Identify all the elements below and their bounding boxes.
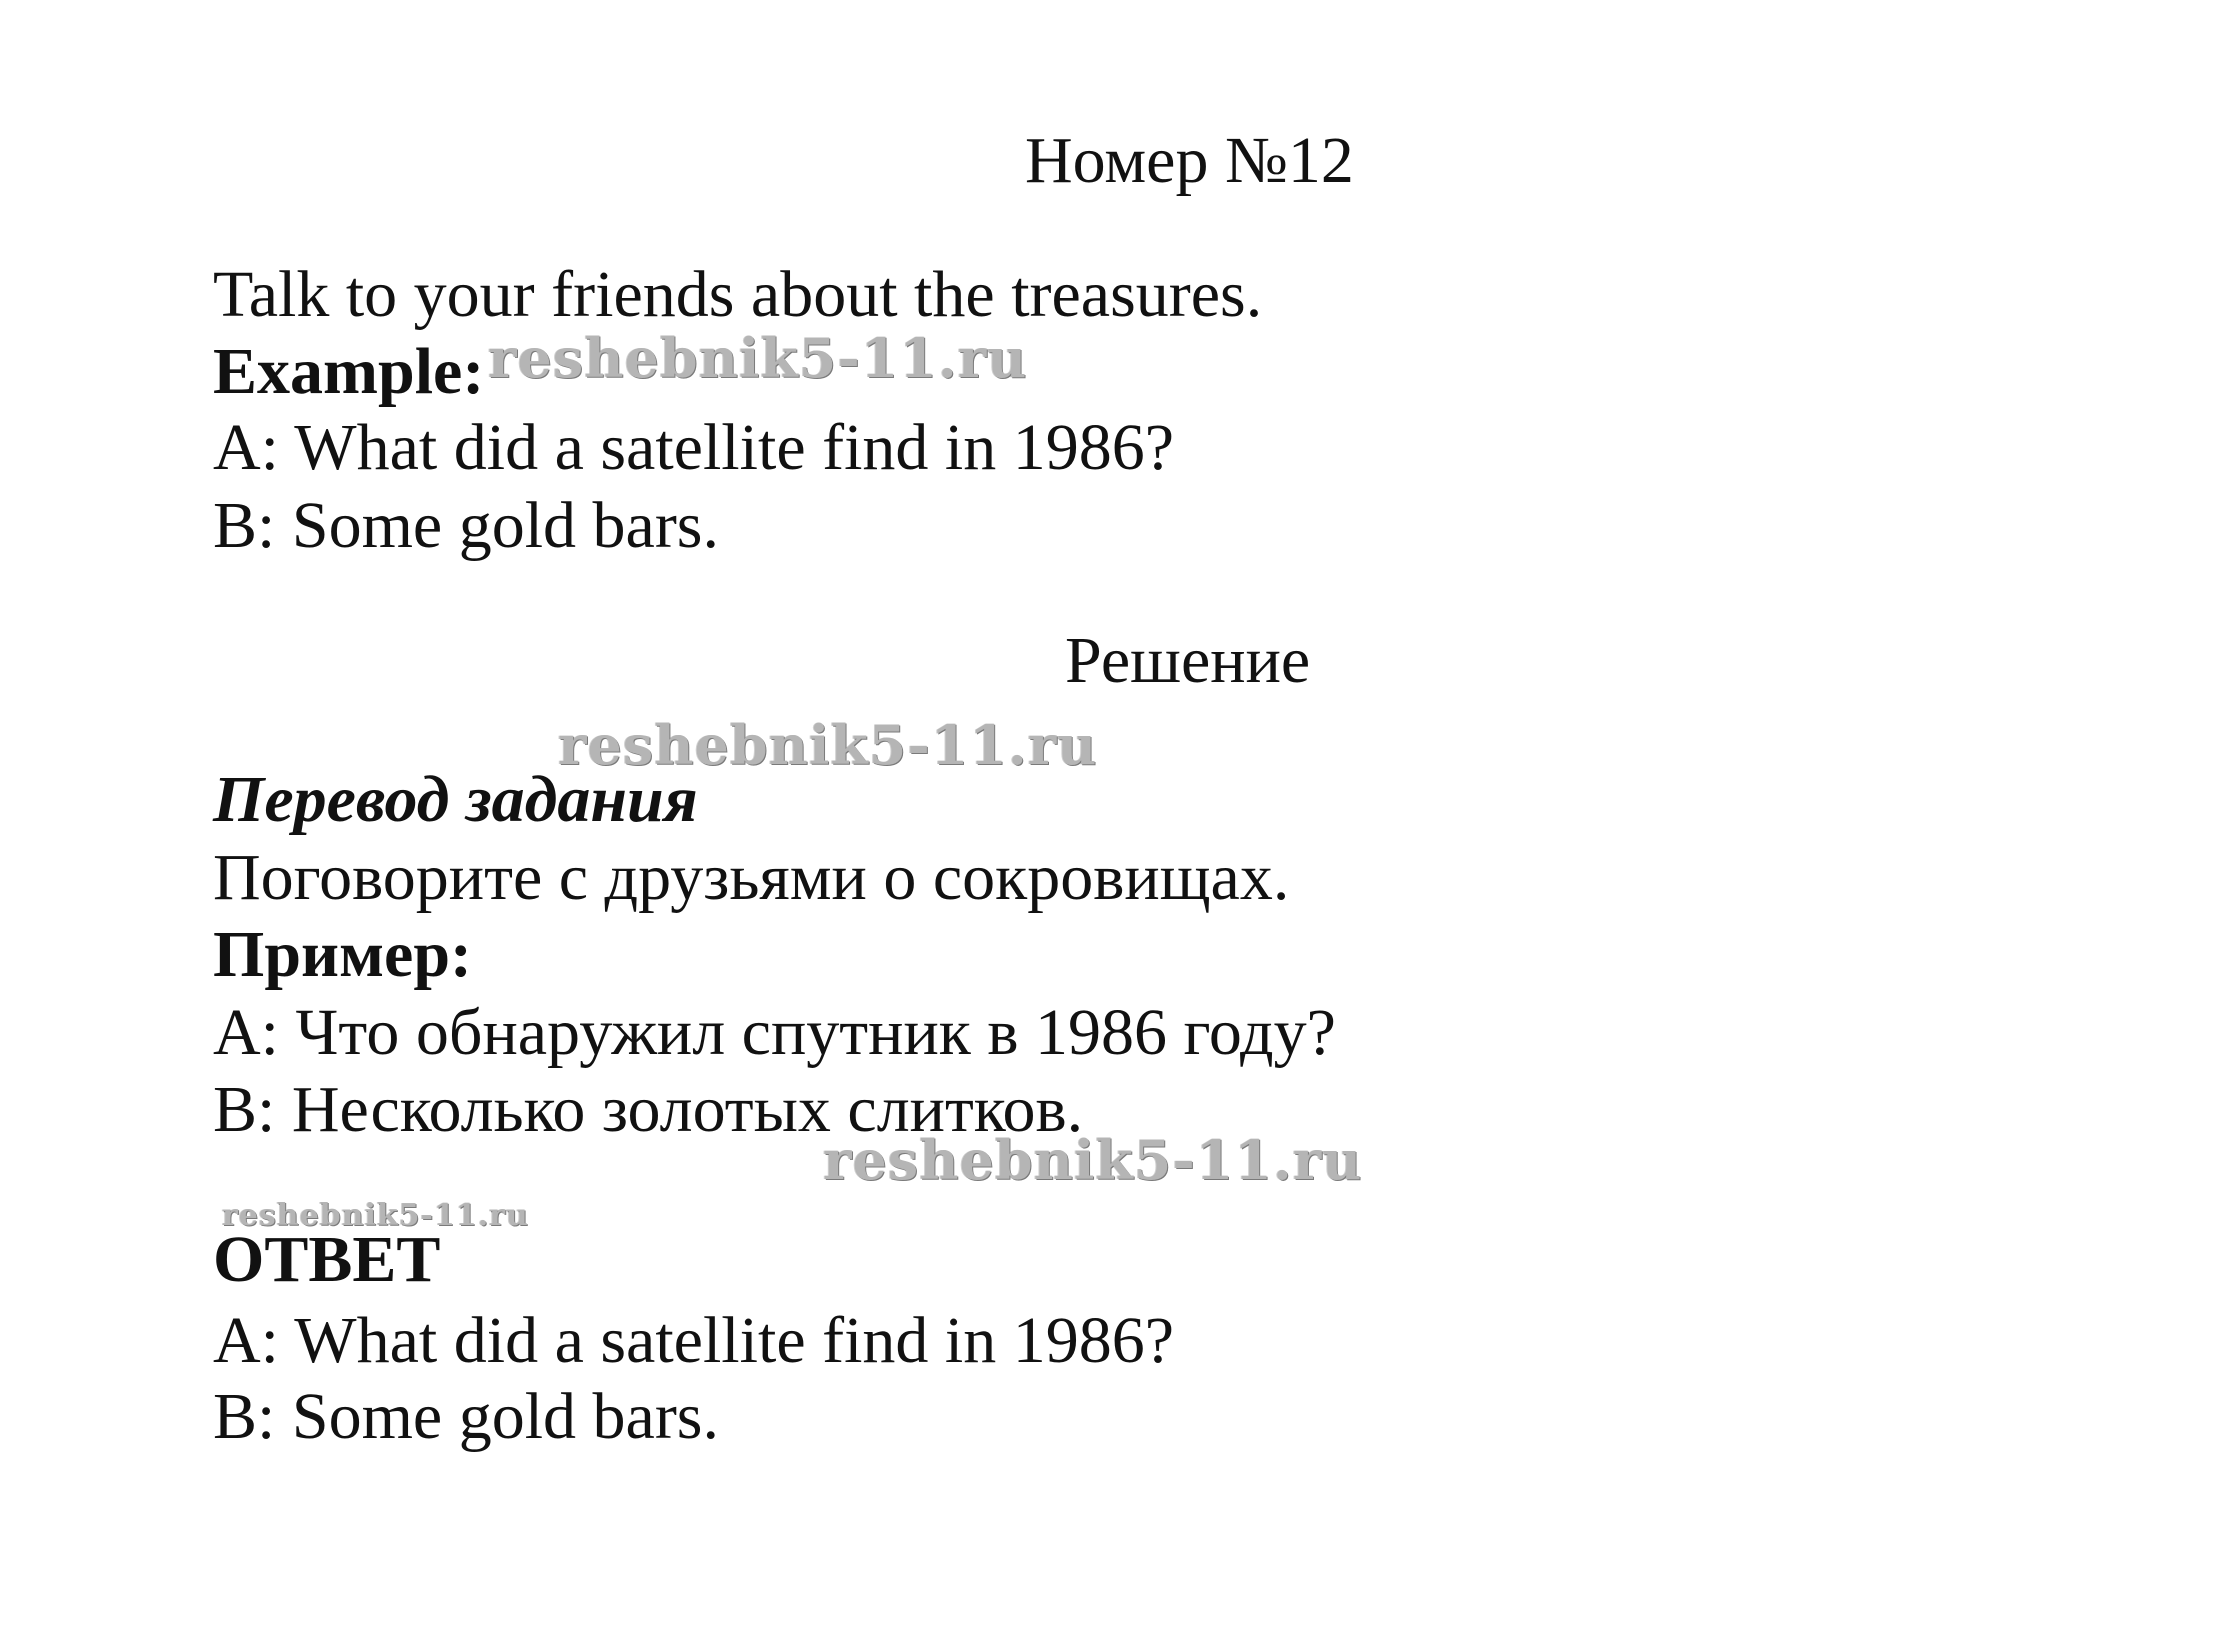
watermark: reshebnik5-11.ru xyxy=(222,1198,529,1233)
translation-example-label: Пример: xyxy=(213,918,473,991)
watermark: reshebnik5-11.ru xyxy=(558,713,1098,777)
example-line-a: A: What did a satellite find in 1986? xyxy=(213,411,1175,484)
translation-heading: Перевод задания xyxy=(213,763,698,836)
task-number-title: Номер №12 xyxy=(1025,124,1354,197)
translation-example-b: B: Несколько золотых слитков. xyxy=(213,1073,1084,1146)
example-label: Example: xyxy=(213,335,485,408)
translation-example-a: A: Что обнаружил спутник в 1986 году? xyxy=(213,996,1336,1069)
solution-heading: Решение xyxy=(1065,624,1311,697)
watermark: reshebnik5-11.ru xyxy=(823,1128,1363,1192)
answer-heading: ОТВЕТ xyxy=(213,1223,441,1296)
example-line-b: B: Some gold bars. xyxy=(213,489,719,562)
answer-line-a: A: What did a satellite find in 1986? xyxy=(213,1304,1175,1377)
translation-prompt: Поговорите с друзьями о сокровищах. xyxy=(213,841,1290,914)
answer-line-b: B: Some gold bars. xyxy=(213,1380,719,1453)
task-prompt: Talk to your friends about the treasures. xyxy=(213,258,1263,331)
watermark: reshebnik5-11.ru xyxy=(488,326,1028,390)
